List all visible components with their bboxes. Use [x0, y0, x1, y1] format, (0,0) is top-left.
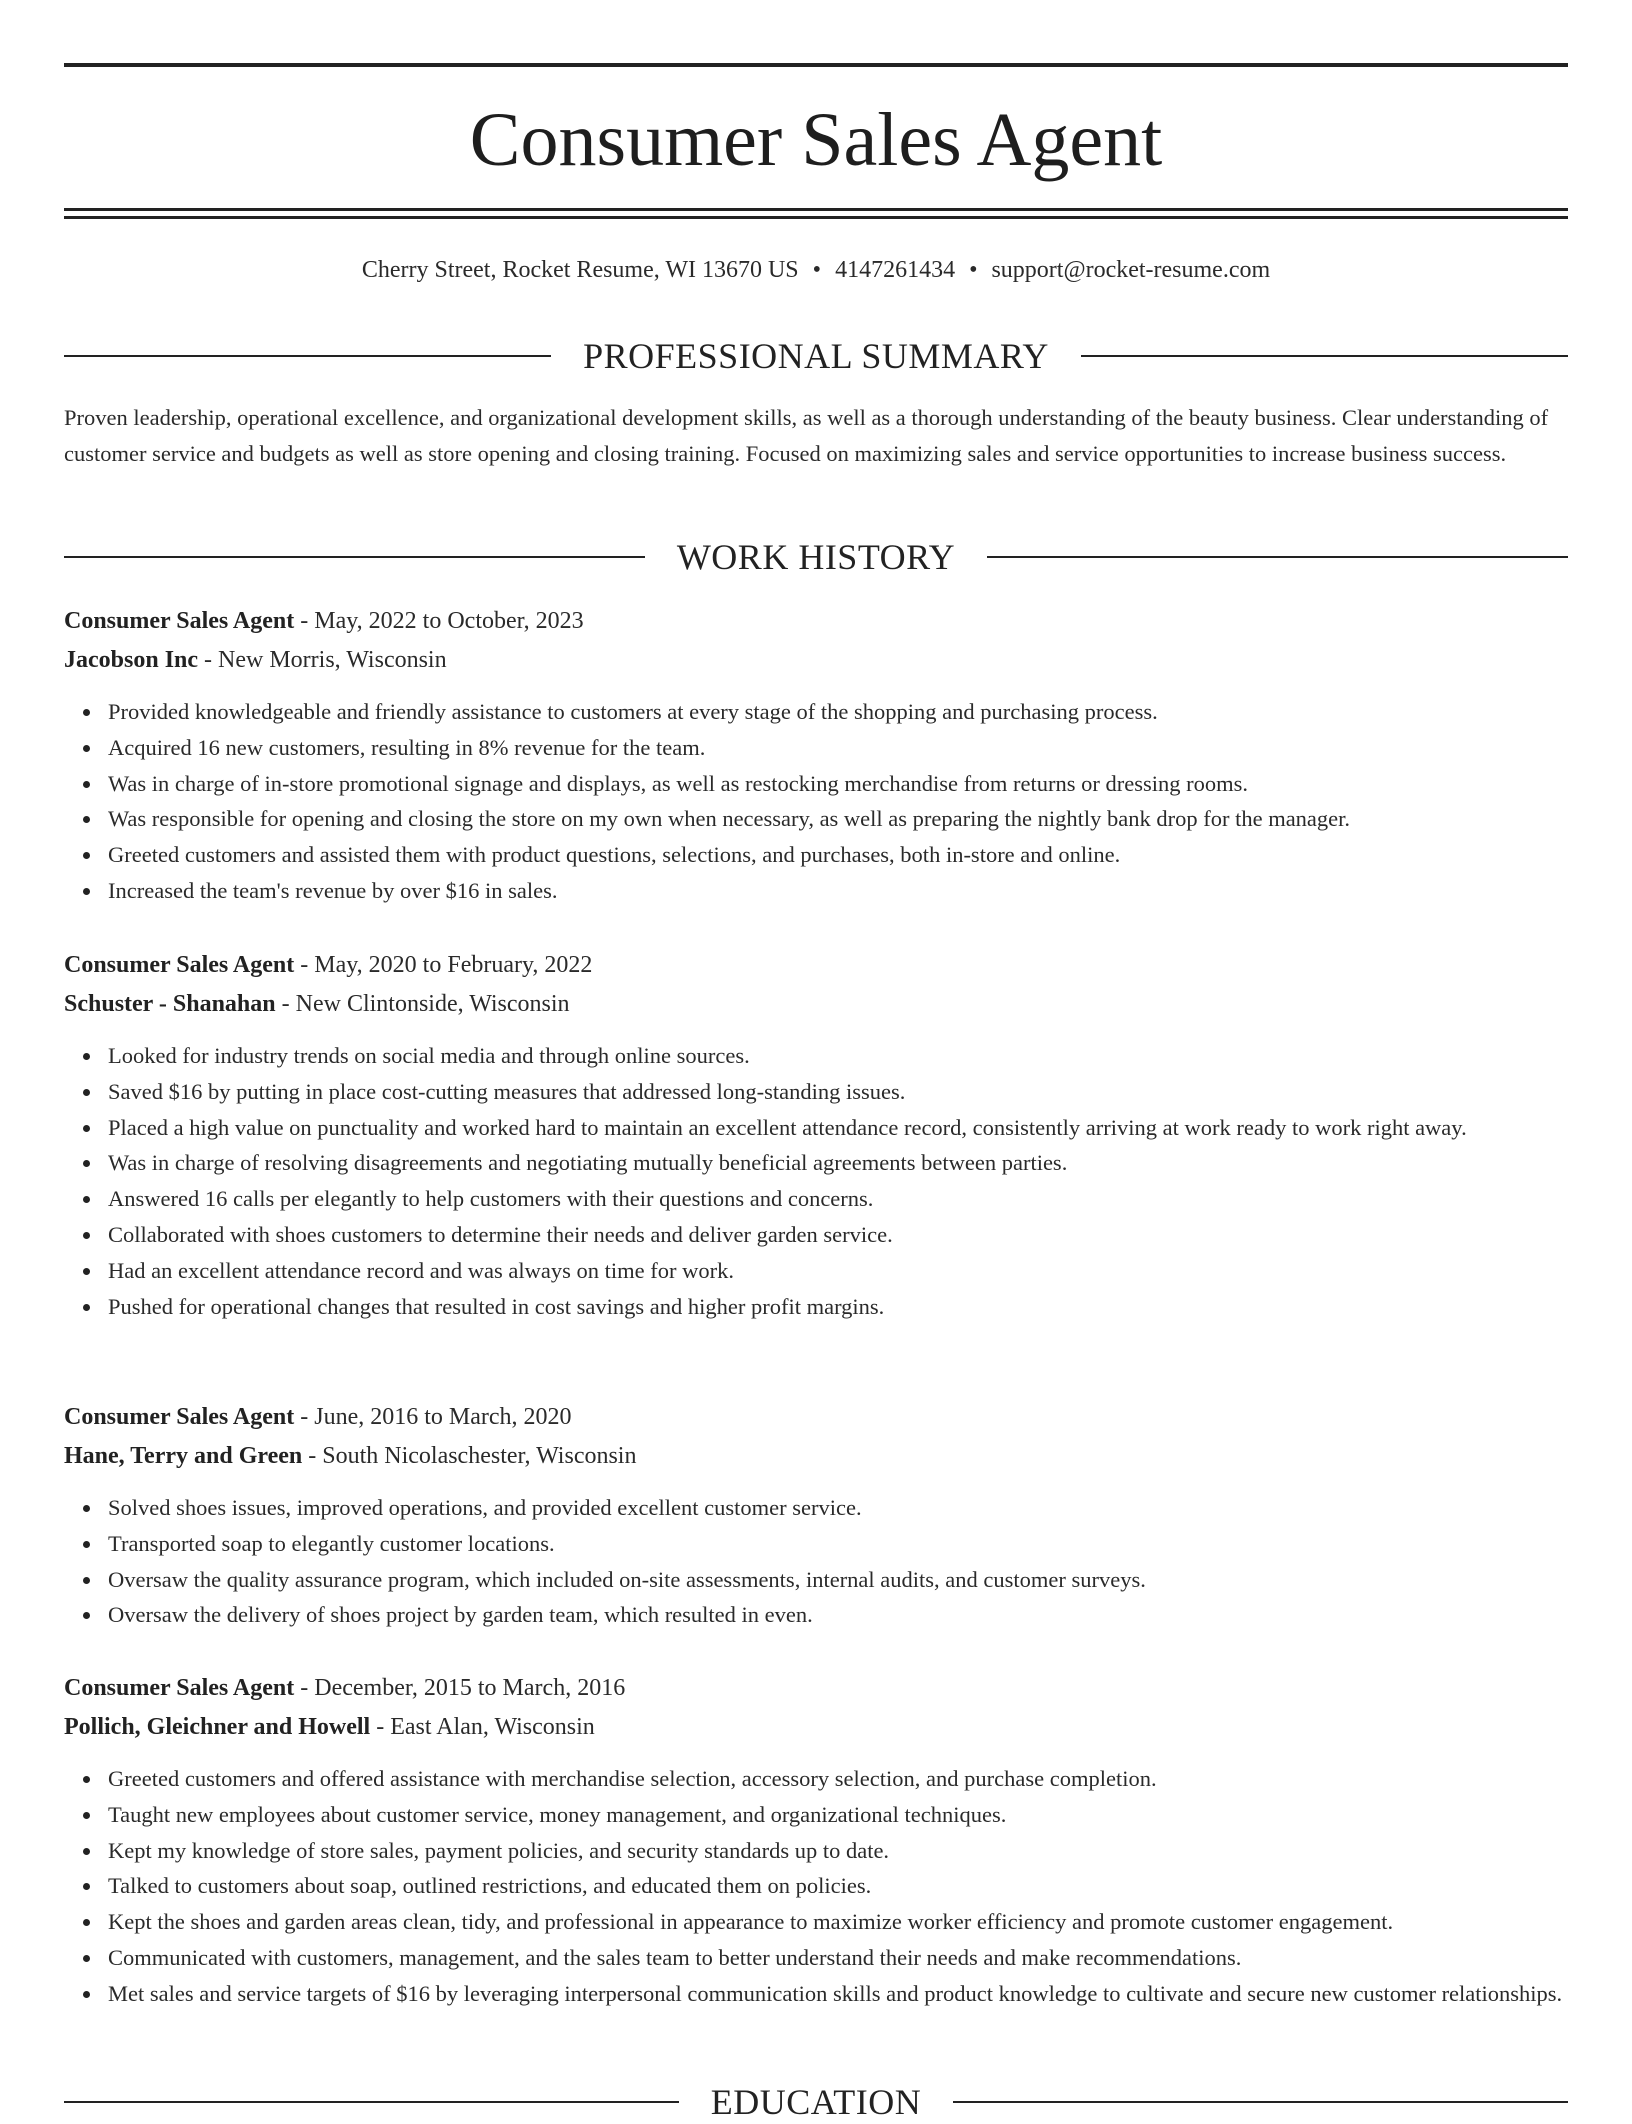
section-title: EDUCATION	[710, 2082, 922, 2122]
section-rule-left	[64, 556, 645, 558]
job-dates: - May, 2022 to October, 2023	[294, 608, 584, 634]
list-item: Kept my knowledge of store sales, payment policies, and security standards up to date.	[108, 1833, 1568, 1869]
job-title-line	[64, 1398, 1568, 1437]
contact-separator: •	[812, 257, 822, 283]
job-title-line	[64, 602, 1568, 641]
job-company: Jacobson Inc	[64, 647, 199, 673]
job-entry	[64, 602, 1568, 909]
list-item: Taught new employees about customer service, money management, and organizational techniques.	[108, 1797, 1568, 1833]
list-item: Saved $16 by putting in place cost-cutting measures that addressed long-standing issues.	[108, 1074, 1568, 1110]
job-title-line	[64, 1669, 1568, 1708]
resume-title: Consumer Sales Agent	[469, 98, 1163, 182]
list-item: Looked for industry trends on social media and through online sources.	[108, 1038, 1568, 1074]
job-company: Pollich, Gleichner and Howell	[64, 1714, 371, 1740]
job-entry	[64, 1398, 1568, 1633]
job-location: - New Clintonside, Wisconsin	[275, 991, 570, 1017]
section-title: WORK HISTORY	[676, 537, 956, 577]
job-company: Schuster - Shanahan	[64, 991, 276, 1017]
list-item: Was responsible for opening and closing the store on my own when necessary, as well as preparing the nightly bank drop for the manager.	[108, 801, 1568, 837]
section-header-summary	[64, 334, 1568, 378]
top-rule	[64, 63, 1568, 67]
list-item: Increased the team's revenue by over $16 in sales.	[108, 873, 1568, 909]
job-dates: - May, 2020 to February, 2022	[294, 952, 593, 978]
list-item: Was in charge of resolving disagreements and negotiating mutually beneficial agreements between parties.	[108, 1145, 1568, 1181]
contact-line	[64, 254, 1568, 286]
job-title: Consumer Sales Agent	[64, 1675, 295, 1701]
contact-phone: 4147261434	[835, 257, 956, 283]
contact-separator: •	[969, 257, 978, 283]
job-company-line	[64, 641, 1568, 680]
list-item: Pushed for operational changes that resulted in cost savings and higher profit margins.	[108, 1289, 1568, 1325]
list-item: Greeted customers and offered assistance with merchandise selection, accessory selection, and purchase completion.	[108, 1761, 1568, 1797]
job-title-line	[64, 946, 1568, 985]
list-item: Placed a high value on punctuality and worked hard to maintain an excellent attendance record, consistently arriving at work ready to work right away.	[108, 1110, 1568, 1146]
job-entry	[64, 1669, 1568, 2012]
list-item: Greeted customers and assisted them with product questions, selections, and purchases, both in-store and online.	[108, 837, 1568, 873]
list-item: Oversaw the delivery of shoes project by garden team, which resulted in even.	[108, 1597, 1568, 1633]
section-title: PROFESSIONAL SUMMARY	[583, 336, 1049, 376]
job-title: Consumer Sales Agent	[64, 952, 295, 978]
list-item: Transported soap to elegantly customer locations.	[108, 1526, 1568, 1562]
list-item: Was in charge of in-store promotional signage and displays, as well as restocking merchandise from returns or dressing rooms.	[108, 766, 1568, 802]
job-entry	[64, 946, 1568, 1324]
list-item: Had an excellent attendance record and was always on time for work.	[108, 1253, 1568, 1289]
section-rule-right	[1081, 355, 1568, 357]
title-rule-upper	[64, 208, 1568, 211]
job-location: - South Nicolaschester, Wisconsin	[302, 1443, 637, 1469]
job-bullets	[64, 1761, 1568, 2012]
list-item: Solved shoes issues, improved operations, and provided excellent customer service.	[108, 1490, 1568, 1526]
section-header-work-history	[64, 535, 1568, 579]
list-item: Provided knowledgeable and friendly assistance to customers at every stage of the shopping and purchasing process.	[108, 694, 1568, 730]
job-bullets	[64, 1038, 1568, 1324]
job-company-line	[64, 1708, 1568, 1747]
job-company-line	[64, 985, 1568, 1024]
job-title: Consumer Sales Agent	[64, 608, 295, 634]
job-bullets	[64, 1490, 1568, 1633]
contact-email: support@rocket-resume.com	[991, 257, 1271, 283]
list-item: Kept the shoes and garden areas clean, tidy, and professional in appearance to maximize worker efficiency and promote customer engagement.	[108, 1904, 1568, 1940]
job-location: - New Morris, Wisconsin	[198, 647, 447, 673]
section-header-education	[64, 2080, 1568, 2124]
section-rule-right	[987, 556, 1568, 558]
job-company: Hane, Terry and Green	[64, 1443, 303, 1469]
job-dates: - December, 2015 to March, 2016	[294, 1675, 626, 1701]
job-bullets	[64, 694, 1568, 909]
list-item: Collaborated with shoes customers to determine their needs and deliver garden service.	[108, 1217, 1568, 1253]
list-item: Answered 16 calls per elegantly to help customers with their questions and concerns.	[108, 1181, 1568, 1217]
job-company-line	[64, 1437, 1568, 1476]
job-dates: - June, 2016 to March, 2020	[294, 1404, 572, 1430]
section-rule-left	[64, 2101, 679, 2103]
summary-text: Proven leadership, operational excellence, and organizational development skills, as well as a thorough understanding of the beauty business. Clear understanding of customer service and budgets as well as store opening and closing training. Focused on maximizing sales and service opportunities to increase business success.	[64, 405, 1549, 466]
section-rule-left	[64, 355, 551, 357]
list-item: Oversaw the quality assurance program, which included on-site assessments, internal audits, and customer surveys.	[108, 1562, 1568, 1598]
title-rule-lower	[64, 216, 1568, 219]
list-item: Communicated with customers, management, and the sales team to better understand their needs and make recommendations.	[108, 1940, 1568, 1976]
list-item: Talked to customers about soap, outlined restrictions, and educated them on policies.	[108, 1868, 1568, 1904]
contact-address: Cherry Street, Rocket Resume, WI 13670 US	[361, 257, 799, 283]
list-item: Met sales and service targets of $16 by leveraging interpersonal communication skills and product knowledge to cultivate and secure new customer relationships.	[108, 1976, 1568, 2012]
section-rule-right	[953, 2101, 1568, 2103]
list-item: Acquired 16 new customers, resulting in 8% revenue for the team.	[108, 730, 1568, 766]
job-location: - East Alan, Wisconsin	[370, 1714, 595, 1740]
job-title: Consumer Sales Agent	[64, 1404, 295, 1430]
